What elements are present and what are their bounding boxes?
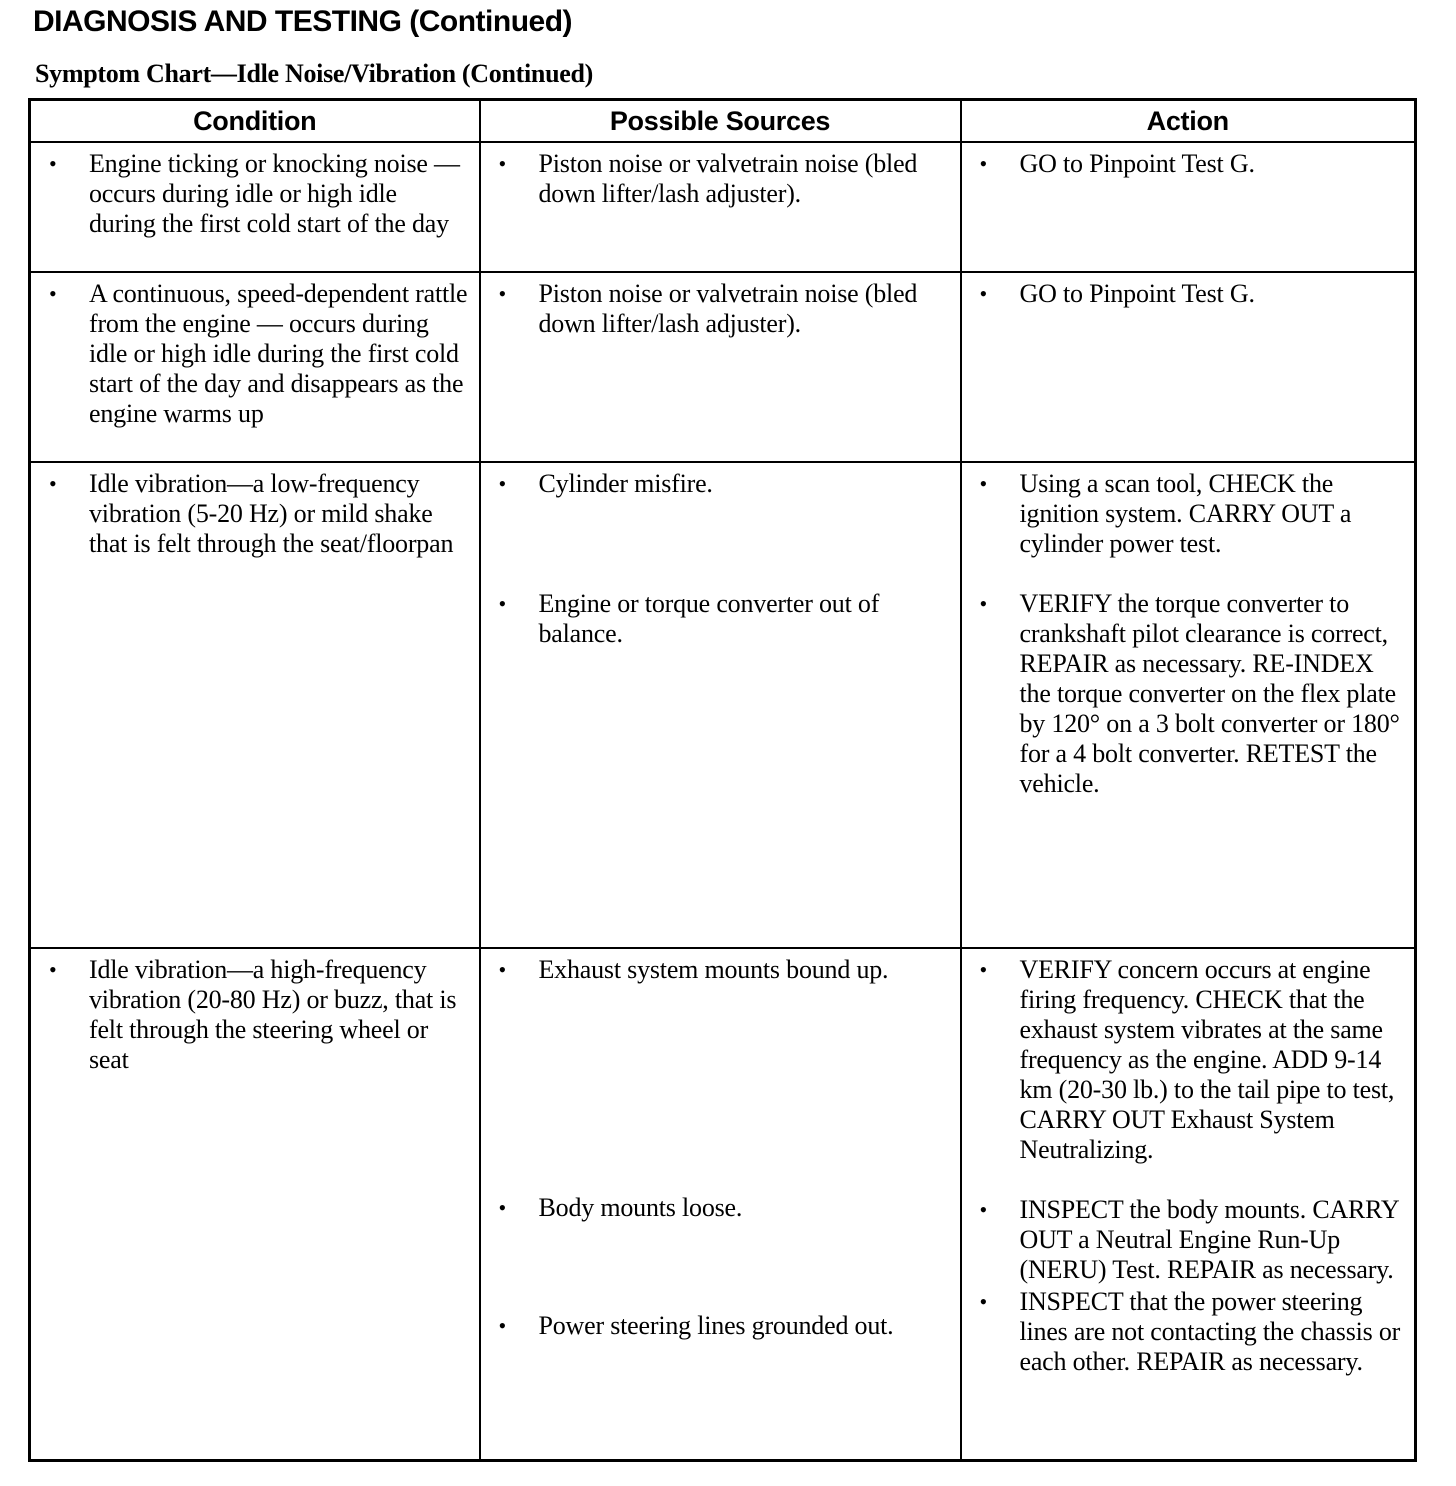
action-text: GO to Pinpoint Test G. (1019, 149, 1255, 178)
action-cell (961, 272, 1416, 462)
list-item (495, 955, 950, 985)
bullet-mark: • (979, 591, 988, 616)
action-text: VERIFY the torque converter to crankshaft pilot clearance is correct, REPAIR as necessary. RE-INDEX the torque converter on the flex plate by 120° on a 3 bolt converter or 180° for a 4 bolt converter. RETEST the vehicle. (1019, 589, 1400, 798)
bullet-mark: • (979, 471, 988, 496)
sources-cell (480, 948, 961, 1461)
list-item (495, 149, 950, 209)
action-text: VERIFY concern occurs at engine firing frequency. CHECK that the exhaust system vibrates at the same frequency as the engine. ADD 9-14 km (20-30 lb.) to the tail pipe to test, CARRY OUT Exhaust System Neutralizing. (1019, 955, 1395, 1164)
action-text: Using a scan tool, CHECK the ignition system. CARRY OUT a cylinder power test. (1019, 469, 1352, 558)
list-item (45, 149, 469, 239)
source-text: Cylinder misfire. (538, 469, 713, 498)
bullet-mark: • (498, 957, 507, 982)
action-cell (961, 948, 1416, 1461)
list-item (495, 1311, 950, 1341)
condition-cell (30, 462, 480, 948)
list-item (45, 469, 469, 559)
table-row (30, 142, 1416, 272)
condition-text: A continuous, speed-dependent rattle from the engine — occurs during idle or high idle during the first cold start of the day and disappears as the engine warms up (89, 279, 468, 428)
bullet-mark: • (498, 471, 507, 496)
action-text: INSPECT that the power steering lines are not contacting the chassis or each other. REPAIR as necessary. (1019, 1287, 1401, 1376)
table-row (30, 272, 1416, 462)
list-item (45, 955, 469, 1075)
column-header-condition: Condition (30, 100, 480, 143)
source-text: Piston noise or valvetrain noise (bled down lifter/lash adjuster). (538, 279, 918, 338)
action-cell (961, 142, 1416, 272)
condition-cell (30, 948, 480, 1461)
sources-cell (480, 272, 961, 462)
table-row (30, 948, 1416, 1461)
list-item (976, 1287, 1405, 1377)
bullet-mark: • (498, 281, 507, 306)
list-item (976, 279, 1405, 309)
page-title: DIAGNOSIS AND TESTING (Continued) (33, 5, 573, 38)
action-text: INSPECT the body mounts. CARRY OUT a Neutral Engine Run-Up (NERU) Test. REPAIR as necessary. (1019, 1195, 1399, 1284)
table-header-row (30, 100, 1416, 143)
list-item (976, 469, 1405, 559)
condition-text: Idle vibration—a high-frequency vibration (20-80 Hz) or buzz, that is felt through the steering wheel or seat (89, 955, 457, 1074)
list-item (976, 1195, 1405, 1285)
bullet-mark: • (979, 957, 988, 982)
list-item (495, 1193, 950, 1223)
list-item (495, 589, 950, 649)
list-item (495, 279, 950, 339)
list-item (976, 149, 1405, 179)
condition-text: Idle vibration—a low-frequency vibration (5-20 Hz) or mild shake that is felt through the seat/floorpan (89, 469, 454, 558)
action-cell (961, 462, 1416, 948)
bullet-mark: • (49, 957, 57, 982)
bullet-mark: • (979, 1197, 988, 1222)
list-item (976, 589, 1405, 799)
source-text: Piston noise or valvetrain noise (bled down lifter/lash adjuster). (538, 149, 918, 208)
source-text: Engine or torque converter out of balance. (538, 589, 880, 648)
bullet-mark: • (498, 151, 507, 176)
bullet-mark: • (498, 591, 507, 616)
table-row (30, 462, 1416, 948)
source-text: Body mounts loose. (538, 1193, 743, 1222)
list-item (976, 955, 1405, 1165)
source-text: Exhaust system mounts bound up. (538, 955, 889, 984)
sources-cell (480, 142, 961, 272)
symptom-table (28, 98, 1417, 1462)
bullet-mark: • (49, 151, 57, 176)
bullet-mark: • (979, 151, 988, 176)
bullet-mark: • (979, 281, 988, 306)
column-header-action: Action (961, 100, 1416, 143)
bullet-mark: • (498, 1313, 507, 1338)
condition-cell (30, 142, 480, 272)
bullet-mark: • (49, 281, 57, 306)
source-text: Power steering lines grounded out. (538, 1311, 894, 1340)
bullet-mark: • (979, 1289, 988, 1314)
condition-text: Engine ticking or knocking noise — occurs during idle or high idle during the first cold start of the day (89, 149, 460, 238)
list-item (45, 279, 469, 429)
condition-cell (30, 272, 480, 462)
list-item (495, 469, 950, 499)
action-text: GO to Pinpoint Test G. (1019, 279, 1255, 308)
chart-title: Symptom Chart—Idle Noise/Vibration (Continued) (35, 59, 593, 88)
bullet-mark: • (49, 471, 57, 496)
column-header-possible-sources: Possible Sources (480, 100, 961, 143)
sources-cell (480, 462, 961, 948)
bullet-mark: • (498, 1195, 507, 1220)
